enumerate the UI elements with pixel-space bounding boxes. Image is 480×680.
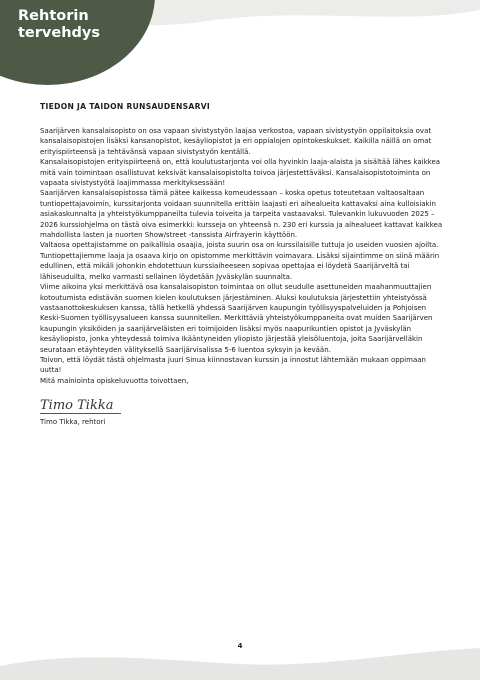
header-title: [18, 8, 100, 42]
paragraph: Valtaosa opettajistamme on paikallisia osaajia, joista suurin osa on kurssilaisille tuttuja jo useiden vuosien ajoilta. Tuntiopettajiemme laaja ja osaava kirjo on opistomme merkittävin voimavara. Lisäksi sijaintimme on siinä määrin edullinen, että mikäli johonkin ehdotettuun kurssiaiheeseen sopivaa opettajaa ei löydetä Saarijärveltä tai lähiseuduilta, melko varmasti sellainen löydetään Jyväskylän suunnalta.: [40, 241, 440, 281]
header-title-line-1: Rehtorin: [18, 8, 89, 24]
signature: Timo Tikka: [40, 398, 121, 414]
paragraph: Saarijärven kansalaisopisto on osa vapaan sivistystyön laajaa verkostoa, vapaan sivistystyön oppilaitoksia ovat kansalaisopistojen lisäksi kansanopistot, kesäyliopistot ja eri oppialojen opintokeskukset. Kaikilla näillä on omat erityispiirteensä ja tehtävänsä vapaan sivistystyön kentällä.: [40, 127, 432, 156]
paragraph: Toivon, että löydät tästä ohjelmasta juuri Sinua kiinnostavan kurssin ja innostut lähtemään mukaan oppimaan uutta!: [40, 355, 426, 375]
paragraph: Saarijärven kansalaisopistossa tämä pätee kaikessa komeudessaan – koska opetus toteutetaan valtaosaltaan tuntiopettajavoimin, kurssitarjonta voidaan suunnitella erittäin laajasti eri aihealueita kattavaksi aina kulloisiakin asiakaskunnalta ja yhteistyökumppaneilta tulevia toiveita ja tarpeita vastaavaksi. Tulevankin lukuvuoden 2025 – 2026 kurssiohjelma on tästä oiva esimerkki: kursseja on yhteensä n. 230 eri kurssia ja aihealueet kattavat kaikkea mahdollista lasten ja nuorten Show/street -tanssista Airfrayerin käyttöön.: [40, 189, 443, 240]
article: [40, 102, 444, 426]
paragraph: Kansalaisopistojen erityispiirteenä on, että koulutustarjonta voi olla hyvinkin laaja-alaista ja sisältää lähes kaikkea mitä vain toimintaan osallistuvat keksivät kansalaisopistolta toivoa järjestettäväksi. Kansalaisopistotoiminta on vapaata sivistystyötä laajimmassa merkityksessään!: [40, 158, 441, 188]
page-number: 4: [237, 642, 243, 650]
article-body: [40, 126, 444, 386]
signer-name: Timo Tikka, rehtori: [40, 418, 106, 427]
bottom-wave-decoration: [0, 630, 480, 680]
article-heading: TIEDON JA TAIDON RUNSAUDENSARVI: [40, 102, 211, 111]
header-title-line-2: tervehdys: [18, 25, 100, 41]
paragraph: Viime aikoina yksi merkittävä osa kansalaisopiston toimintaa on ollut seudulle asettuneiden maahanmuuttajien kotoutumista edistävän suomen kielen koulutuksen järjestäminen. Aluksi koulutuksia järjestettiin yhteistyössä vastaanottokeskuksen kanssa, tällä hetkellä yhdessä Saarijärven kaupungin työllisyyspalveluiden ja Pohjoisen Keski-Suomen työllisyysalueen kanssa suunnitellen. Merkittäviä yhteistyökumppaneita ovat muiden Saarijärven kaupungin yksiköiden ja saarijärveläisten eri toimijoiden lisäksi myös naapurikuntien opistot ja Jyväskylän kesäyliopisto, jonka yhteydessä toimiva Ikääntyneiden yliopisto järjestää yleisöluentoja, joita Saarijärvelläkin seurataan etäyhteyden välityksellä Saarijärvisalissa 5-6 luentoa syksyin ja kevään.: [40, 283, 433, 354]
paragraph: Mitä mainiointa opiskeluvuotta toivottaen,: [40, 376, 189, 385]
